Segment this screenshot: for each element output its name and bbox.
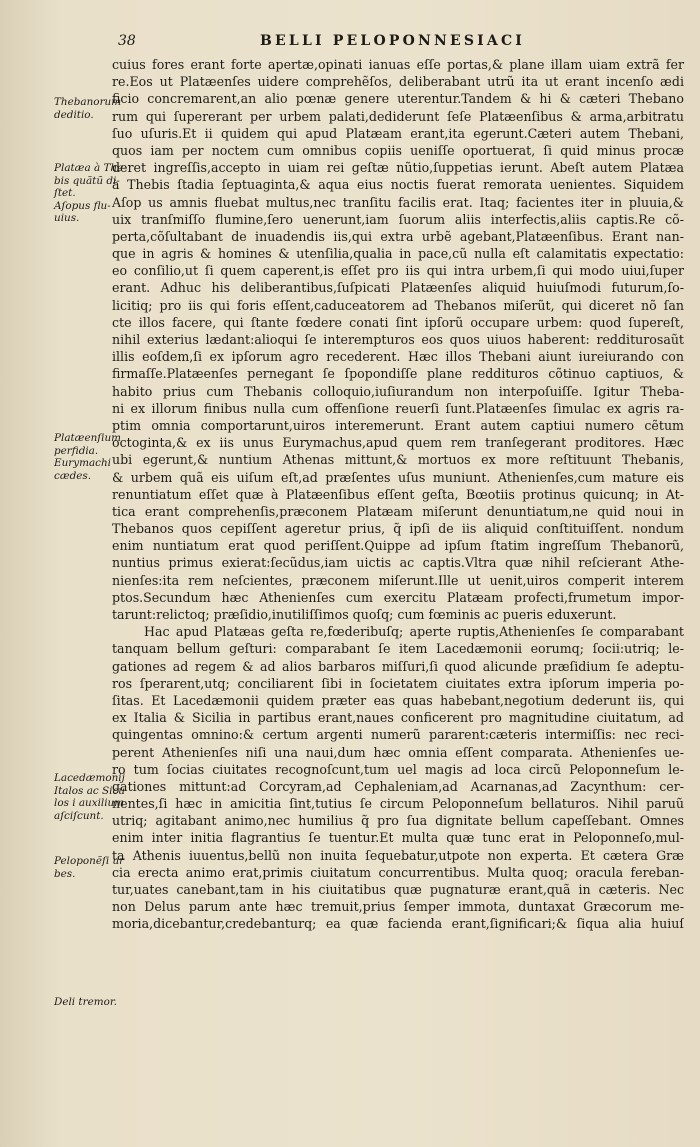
margin-note: Thebanorum deditio.: [54, 96, 122, 121]
text-line: ro tum ſocias ciuitates recognoſcunt,tum uel magis ad loca circũ Peloponneſum le-: [112, 761, 684, 777]
text-line: nihil exterius lædant:alioqui ſe interempturos eos quos uiuos haberent: redditurosaũt: [112, 332, 684, 347]
text-line: enim nuntiatum erat quod periſſent.Quippe ad ipſum ſtatim ingreſſum Thebanorũ,: [112, 538, 684, 554]
page-number: 38: [118, 33, 136, 49]
text-line: ptos.Secundum hæc Athenienſes cum exercitu Platæam profecti,frumetum impor-: [112, 589, 684, 605]
text-line: quingentas omnino:& certum argenti numerũ pararent:cæteris intermiſſis: nec reci-: [112, 727, 684, 743]
margin-note: Peloponẽſi ur bes.: [54, 855, 125, 880]
text-line: tarunt:relictoq; præſidio,inutiliſſimos quoſq; cum fœminis ac pueris eduxerunt.: [112, 607, 617, 622]
text-line: rum qui ſupererant per urbem palati,dediderunt ſeſe Platæenſibus & arma,arbitratu: [112, 108, 684, 124]
text-line: non Delus parum ante hæc tremuit,prius ſemper immota, duntaxat Græcorum me-: [112, 899, 684, 915]
body-text: [112, 56, 684, 950]
text-line: ta Athenis iuuentus,bellũ non inuita ſequebatur,utpote non experta. Et cætera Græ: [112, 847, 684, 863]
margin-note: Platæenſium perfidia. Eurymachi cædes.: [54, 432, 122, 482]
text-line: illis eoſdem,ſi ex ipſorum agro recederent. Hæc illos Thebani aiunt iureiurando con: [112, 349, 684, 365]
text-line: cte illos facere, qui ſtante fœdere conati ſint ipſorũ occupare urbem: quod ſupereſt,: [112, 314, 684, 330]
text-line: licitiq; pro iis qui foris eſſent,caduceatorem ad Thebanos miſerũt, qui diceret nõ ſan: [112, 297, 684, 313]
text-line: quos iam per noctem cum omnibus copiis ueniſſe oportuerat, ſi quid minus procæ: [112, 142, 684, 158]
text-line: perta,cõſultabant de inuadendis iis,qui extra urbẽ agebant,Platæenſibus. Erant nan-: [112, 228, 684, 244]
text-line: ubi egerunt,& nuntium Athenas mittunt,& mortuos ex more reſtituunt Thebanis,: [112, 452, 684, 468]
text-line: utriq; agitabant animo,nec humilius q̃ pro ſua dignitate bellum capeſſebant. Omnes: [112, 813, 684, 829]
text-line: tica erant comprehenſis,præconem Platæam miſerunt denuntiatum,ne quid noui in: [112, 503, 684, 519]
text-line: tur,uates canebant,tam in his ciuitatibus quæ pugnaturæ erant,quã in cæteris. Nec: [112, 882, 684, 897]
text-line: ex Italia & Sicilia in partibus erant,naues conficerent pro magnitudine ciuitatum, ad: [112, 710, 684, 726]
text-line: cuius fores erant forte apertæ,opinati ianuas eſſe portas,& plane illam uiam extrã fer: [112, 57, 684, 72]
text-line: ni ex illorum finibus nulla cum offenſione reuerſi ſunt.Platæenſes ſimulac ex agris ra-: [112, 400, 684, 416]
margin-note: Deli tremor.: [54, 996, 117, 1008]
text-line: firmaſſe.Platæenſes pernegant ſe ſpopondiſſe plane reddituros cõtinuo captiuos, &: [112, 366, 684, 382]
text-line: nuntius primus exierat:ſecũdus,iam uictis ac captis.Vltra quæ nihil reſcierant Athe-: [112, 555, 684, 571]
text-line: renuntiatum eſſet quæ à Platæenſibus eſſent geſta, Bœotiis protinus quicunq; in At-: [112, 486, 684, 502]
text-line: perent Athenienſes niſi una naui,dum hæc omnia eſſent comparata. Athenienſes ue-: [112, 744, 684, 760]
text-line: gationes mittunt:ad Corcyram,ad Cephaleniam,ad Acarnanas,ad Zacynthum: cer-: [112, 778, 684, 794]
text-line: habito prius cum Thebanis colloquio,iuſiurandum non interpoſuiſſe. Igitur Theba-: [112, 383, 684, 399]
text-line: ptim omnia comportarunt,uiros interemerunt. Erant autem captiui numero cẽtum: [112, 417, 684, 433]
text-line: enim inter initia flagrantius ſe tuentur.Et multa quæ tunc erat in Peloponneſo,mul-: [112, 830, 684, 846]
text-line: que in agris & homines & utenſilia,qualia in pace,cũ nulla eſt calamitatis expectatio:: [112, 246, 684, 262]
running-title: BELLI PELOPONNESIACI: [260, 33, 526, 49]
text-line: ros ſperarent,utq; conciliarent ſibi in ſocietatem ciuitates extra ipſorum imperia po-: [112, 675, 684, 691]
text-line: Thebanos quos cepiſſent ageretur prius, q̃ ipſi de iis aliquid conſtituiſſent. nondum: [112, 521, 684, 537]
text-line: à Thebis ſtadia ſeptuaginta,& aqua eius noctis fuerat remorata uenientes. Siquidem: [112, 177, 684, 193]
text-line: ſitas. Et Lacedæmonii quidem præter eas quas habebant,negotium dederunt iis, qui: [112, 692, 684, 708]
text-line: nentes,ſi hæc in amicitia ſint,tutius ſe circum Peloponneſum bellaturos. Nihil paruũ: [112, 796, 684, 812]
text-line: eo conſilio,ut ſi quem caperent,is eſſet pro iis qui intra urbem,ſi qui modo uiui,ſuper: [112, 263, 684, 279]
text-line: [112, 933, 684, 950]
text-line: & urbem quã eis uiſum eſt,ad præſentes uſus muniunt. Athenienſes,cum mature eis: [112, 469, 684, 485]
text-line: nienſes:ita rem neſcientes, præconem miſerunt.Ille ut uenit,uiros comperit interem: [112, 572, 684, 588]
text-line: ſuo uſuris.Et ii quidem qui apud Platæam erant,ita egerunt.Cæteri autem Thebani,: [112, 125, 684, 141]
text-line: Aſop us amnis fluebat multus,nec tranſitu facilis erat. Itaq; facientes iter in pluuia,&: [112, 194, 684, 210]
page-header: [0, 33, 700, 53]
text-line: re.Eos ut Platæenſes uidere comprehẽſos, deliberabant utrũ ita ut erant incenſo ædi: [112, 74, 684, 90]
text-line: gationes ad regem & ad alios barbaros miſſuri,ſi quod alicunde præſidium ſe adeptu-: [112, 658, 684, 674]
margin-note: Platæa à The- bis quãtũ di- ſtet. Aſopus flu- uius.: [54, 162, 127, 225]
text-line: erant. Adhuc his deliberantibus,ſuſpicati Platæenſes aliquid huiuſmodi futurum,ſo-: [112, 280, 684, 296]
text-line: deret ingreſſis,accepto in uiam rei geſtæ nũtio,ſuppetias ierunt. Abeſt autem Platæa: [112, 160, 684, 176]
margin-note: Lacedæmonij Italos ac Sicu los i auxilium aſciſcunt.: [54, 772, 125, 822]
text-line: Hac apud Platæas geſta re,fœderibuſq; aperte ruptis,Athenienſes ſe comparabant: [144, 624, 684, 640]
text-line: ficio concremarent,an alio pœnæ genere uterentur.Tandem & hi & cæteri Thebano: [112, 91, 684, 107]
text-line: moria,dicebantur,credebanturq; ea quæ facienda erant,ſignificari;& ſiqua alia huiuſ: [112, 916, 684, 932]
text-line: tanquam bellum geſturi: comparabant ſe item Lacedæmonii eorumq; ſocii:utriq; le-: [112, 641, 684, 657]
text-line: cia erecta animo erat,primis ciuitatum concurrentibus. Multa quoq; oracula fereban-: [112, 864, 684, 880]
text-line: uix tranſmiſſo flumine,ſero uenerunt,iam ſuorum aliis interfectis,aliis captis.Re cõ-: [112, 211, 684, 227]
text-line: octoginta,& ex iis unus Eurymachus,apud quem rem tranſegerant proditores. Hæc: [112, 435, 684, 451]
